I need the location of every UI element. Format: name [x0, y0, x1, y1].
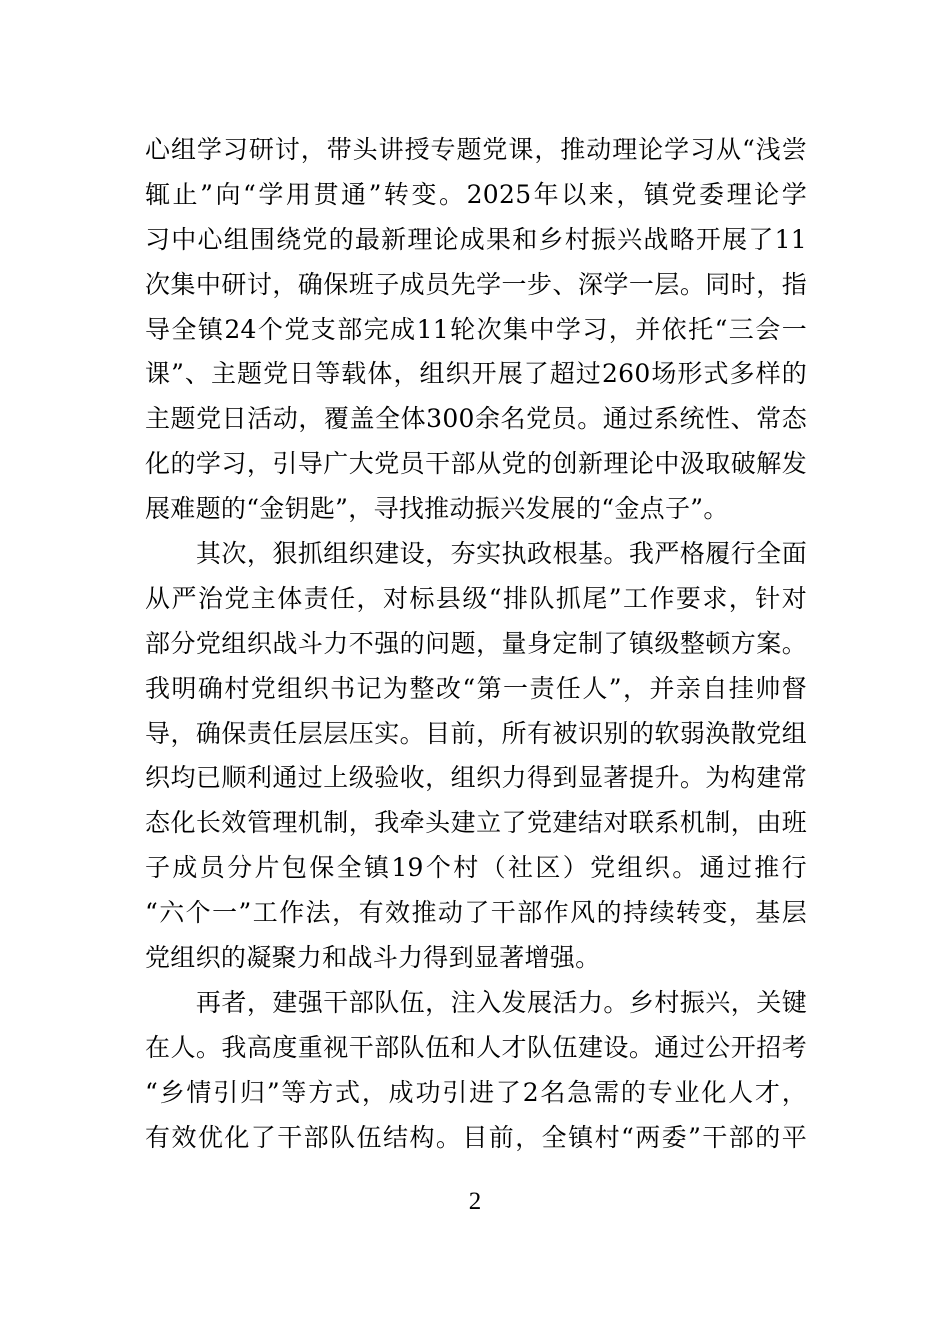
- text-line: 其次，狠抓组织建设，夯实执政根基。我严格履行全面: [145, 539, 807, 569]
- page-number: 2: [468, 1188, 482, 1215]
- body-text: [145, 128, 807, 1160]
- text-line: 导全镇24个党支部完成11轮次集中学习，并依托“三会一: [145, 314, 807, 344]
- paragraph-2: [145, 532, 807, 981]
- text-line: 心组学习研讨，带头讲授专题党课，推动理论学习从“浅尝: [145, 135, 807, 164]
- text-line: 导，确保责任层层压实。目前，所有被识别的软弱涣散党组: [145, 718, 807, 748]
- text-line: 课”、主题党日等载体，组织开展了超过260场形式多样的: [145, 359, 807, 389]
- text-line: 化的学习，引导广大党员干部从党的创新理论中汲取破解发: [145, 449, 807, 479]
- text-line: 态化长效管理机制，我牵头建立了党建结对联系机制，由班: [145, 808, 807, 838]
- text-line: “乡情引归”等方式，成功引进了2名急需的专业化人才，: [145, 1077, 807, 1107]
- text-line: 辄止”向“学用贯通”转变。2025年以来，镇党委理论学: [145, 179, 807, 209]
- text-line: 子成员分片包保全镇19个村（社区）党组织。通过推行: [145, 853, 807, 883]
- text-line: 党组织的凝聚力和战斗力得到显著增强。: [145, 943, 601, 973]
- text-line: 再者，建强干部队伍，注入发展活力。乡村振兴，关键: [145, 987, 807, 1017]
- text-line: 在人。我高度重视干部队伍和人才队伍建设。通过公开招考: [145, 1032, 807, 1062]
- paragraph-1: [145, 128, 807, 532]
- text-line: 从严治党主体责任，对标县级“排队抓尾”工作要求，针对: [145, 583, 807, 613]
- paragraph-3: [145, 981, 807, 1161]
- text-line: 次集中研讨，确保班子成员先学一步、深学一层。同时，指: [145, 269, 807, 299]
- text-line: 部分党组织战斗力不强的问题，量身定制了镇级整顿方案。: [145, 628, 807, 658]
- text-line: “六个一”工作法，有效推动了干部作风的持续转变，基层: [145, 898, 807, 928]
- text-line: 主题党日活动，覆盖全体300余名党员。通过系统性、常态: [145, 404, 807, 434]
- text-line: 习中心组围绕党的最新理论成果和乡村振兴战略开展了11: [145, 224, 807, 254]
- text-line: 展难题的“金钥匙”，寻找推动振兴发展的“金点子”。: [145, 494, 729, 524]
- text-line: 有效优化了干部队伍结构。目前，全镇村“两委”干部的平: [145, 1122, 807, 1152]
- text-line: 我明确村党组织书记为整改“第一责任人”，并亲自挂帅督: [145, 673, 807, 703]
- text-line: 织均已顺利通过上级验收，组织力得到显著提升。为构建常: [145, 763, 807, 793]
